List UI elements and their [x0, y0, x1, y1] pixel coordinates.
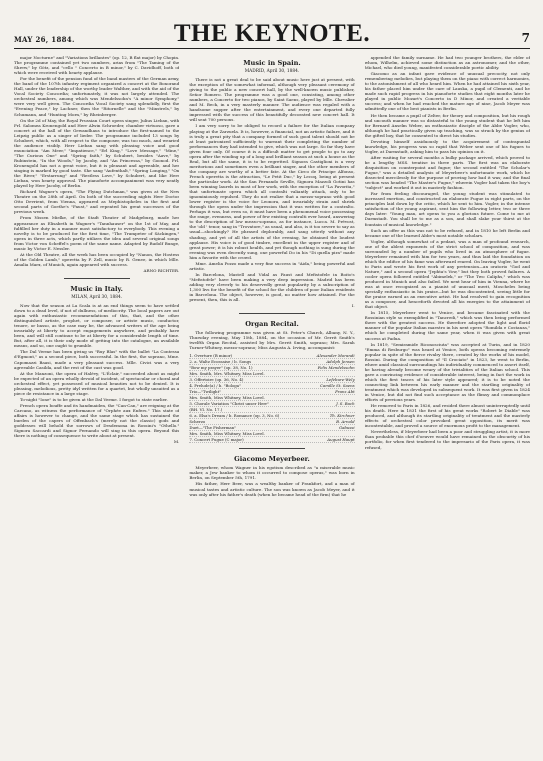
paragraph: At the Manzoni, the opera of Halévy, "L'Éclair," succeeded about as might be expected of an opera wholly devoid of incident, of spectacular or choral and orchestral effect, yet possessed of musical beauties not to be denied. It is pleasing, melodious, pretty idyl written for a quartet, but wholly unsuited as a piece de resistance in a large stage.	[14, 370, 180, 396]
program-composer: Adolph Jensen	[326, 359, 355, 365]
spain-article-body	[189, 77, 354, 302]
paragraph: Such an offer as this was not to be refused, and in 1810 he left Berlin and became one of the learned Abbe's most notable scholars.	[364, 227, 530, 238]
section-divider	[239, 313, 305, 314]
program-composer: Gabussi	[338, 425, 355, 431]
paragraph: In 1815, Meyerbeer went to Venice, and became fascinated with the Rossinian style so exemplified in "Tancredi," which was then being performed there with the greatest success. He therefore adopted the light and florid manner of the popular Italian maestro in his next opera "Romilda e Costanza," which he completed during the same year, when it was given with great success at Padua.	[364, 310, 530, 341]
column-2	[189, 55, 354, 761]
program-piece: Mrs. Smith, Miss Whitney, Miss Lovel.	[189, 431, 265, 437]
paragraph: Far from feeling discouraged, the young student was stimulated to increased exertion, and constructed an elaborate Fugue in eight parts, on the principles laid down by the critic, which he sent to him. Vogler, in the intense satisfaction of the young aspirant, sent him the following letter, two or three days later: "Young man, art opens to you a glorious future. Come to me at Darmstadt. You shall be to me as a son, and shall slake your thirst at the fountain of musical knowledge."	[364, 191, 530, 227]
paragraph: At the Old Theatre, all the week has been occupied by "Nanon, the Hostess of the Golden Lamb," operetta by F. Zell, music by R. Genee, in which Mlle. Amalia Marx, of Munich, again appeared with success.	[14, 251, 180, 267]
signature: ARNO RICHTER.	[143, 267, 180, 273]
section-title-organ-recital: Organ Recital.	[245, 320, 299, 329]
program-composer: Felix Mendelssohn	[317, 365, 355, 371]
signature: M.	[173, 439, 180, 445]
program-composer: Alexander Morandi	[316, 353, 355, 359]
program-composer: Camille St. Saens	[319, 383, 355, 389]
column-1	[14, 55, 179, 761]
program-piece: Mrs. Smith, Mrs. Whitney, Miss Lovel.	[189, 371, 265, 377]
paragraph: To-night "Ione" is to be given at the Dal Verme. I forgot to state earlier.	[20, 396, 168, 402]
paragraph: I am very sorry to be obliged to record a failure for the Italian company playing at the Zarzuela. It is, however, a financial, not an artistic failure, and it is truly a great pity that a company formed of such good talent should not be at least patronized sufficiently to warrant their completing the number of performances they had intended to give, which was not large. So far they have given four only. Of course it is a difficult matter to get people to go to any opera after the winding up of a long and brilliant season at such a house as the Real, but all the same, it is to be regretted. Signora Castiglioni is a very meritorious and sometimes even a brilliant singer, and the other members of the company are worthy of a better fate. At the Circo de Principe Alfonso, French operetta is the attraction, "Le Petit Duc," by Lecoq, being at present the particular work. At the San Fernando Seville, Signora Mazzoli Gotini has been winning laurels in most of her work, with the exception of "La Favorita," that unfortunate opera which all contralti valiantly attack, only to be ignominiously repulsed. They do not realize that a mezzo-soprano with good lower register is the voice for Leonora, and invariably strain and shriek through the opera under the impression that it was written for a contralto. Perhaps it was, but even so, it must have been a phenomenal voice possessing the range, evenness, and power of few existing contralti ever heard, answering to the description of low mezzo-soprano, as for instance, Lucca. M. Prévost, the 'old ' tenor, sang in "Trovatore," as usual, and also, is it too severe to say as usual—shockingly? He phrased deplorably, and sang utterly without any shading, and yet of all the artists of the evening, he obtained the loudest applause. His voice is of good timbre, excellent in the upper register and of great power; it is his robust health, and yet though nothing is sung during the evening was even decently sung, one powerful Do in his "Di quella pira" made him a favorite with the crowd.	[189, 123, 355, 260]
program-piece: 5. Chorale Variation "Christ unser Herr"	[189, 401, 269, 407]
italy-article-body	[14, 303, 179, 438]
paragraph: French opera bouffe and its handmaiden, the "Can-Can," are reigning at the Carcano, as witness the performance of "Orphée aux Enfers." This state of affairs is however to change, and the same stage which has sustained the burden of the capers of Offenbach's (merely not the classic) gods and goddesses will behold the sorrows of Desdemona in Rossini's "Othello." Signora Saccardi and Signor Fernando will sing in this opera. Beyond this there is nothing of consequence to write about at present.	[14, 402, 180, 439]
paragraph: There is not a great deal to be said about music here just at present, with the exception of the somewhat informal, although very pleasant ceremony of giving to the public a new concert hall, by the well-known music publisher, Señor Romero. The programme was a good one, consisting, among other numbers, a Concerto for two pianos, by Saint Saens, played by Mlle. Chevalier and M. Beck, in a very masterly manner. The audience was regaled with a handsome supper after the entertainment, and every one departed fully impressed with the success of this beautifully decorated new concert hall. It will seat 700 persons.	[189, 77, 355, 123]
meyerbeer-article-continued	[365, 55, 530, 450]
paragraph: major Nocturne" and "Variations brillantes" (op. 12, B flat major) by Chopin. The programme contained yet two numbers, arias from "The Taming of the Shrew," by Götz, and "cello " Concerto in B minor," by C. Davidhoff, both of which were received with hearty applause.	[14, 55, 180, 76]
program-piece: 7. Concert Fugue (C major)	[189, 437, 244, 443]
masthead: THE KEYNOTE.	[173, 20, 371, 47]
program-piece: 3. Offertoire (op. 36, No. 4)	[189, 377, 244, 383]
program-composer: B. Arnold	[336, 419, 355, 425]
paragraph: Nevertheless, if Meyerbeer had been a poor and struggling artist, it is more than probable this chef d'oeuvre would have remained in the obscurity of his portfolio, for when first tendered to the impresario of the Paris opera, it was refused,	[364, 429, 530, 450]
program-piece: (BH. VI. No. 17.)	[189, 407, 223, 413]
program-composer: J. S. Bach	[336, 401, 355, 407]
program-piece: Duet—"The Fisherman"	[189, 425, 237, 431]
program-piece: 2. a. Waltz Ecossaise / b. Songs	[189, 359, 252, 365]
program-list	[189, 353, 354, 443]
paragraph: Giacomo as an infant gave evidence of unusual precocity, not only remembering melodies, but playing them on the piano with correct harmonies, to the astonishment of all who heard him. When he had attained his sixth year, his father placed him under the care of Lauska, a pupil of Clementi, and he made such rapid progress in his pianoforte studies that eight months later he played in public Mozart's Concerto in D Minor, and created a veritable success; and when he had reached the mature age of nine, Jacob Meyer was admittedly one of the best pianists in Berlin.	[364, 71, 530, 112]
paragraph: For the benefit of the pension fund of the band masters of the German army, the band of the 107th infantry regiment organized a concert at the Bonorand Hall, under the leadership of the worthy leader Walther, and with the aid of the Vocal Society Concordia; unfortunately, it was not largely attended. The orchestral numbers, among which was Mendelssohn's "A minor Symphony," were very well given. The Concordia Vocal Society sang splendidly, first the "Evening Peace," by Lachner, then the "Ritornelle" and the "Minstrels," by Schumann, and "Hunting Morn," by Rheinberger.	[14, 76, 180, 117]
program-piece: Mrs. Smith, Miss Whitney, Miss Lovel.	[189, 395, 265, 401]
paragraph: The Dal Verme has been giving us "Ruy Blas" with the ballet "La Contessa d'Egmont," as a second piece, both successful. In the first, the soprano, Mme. Capomazzi Baasi, made a very pleasant success. Mlle. Civici was a very agreeable Casilda, and the rest of the cast was good.	[14, 349, 180, 370]
organ-recital-intro: The following programme was given at St. Peter's Church, Albany, N. Y., Thursday evening, May 15th, 1884, on the occasion of Mr. Gerrit Smith's twelfth Organ Recital, assisted by Mrs. Gerrit Smith, soprano; Mrs. Sarah Turner-Whitney, mezzo-soprano; Miss Augusta A. Irving, accompanist:	[189, 330, 355, 351]
article-columns	[14, 49, 530, 761]
program-item	[189, 437, 354, 443]
page-header	[14, 6, 530, 49]
paragraph: Vogler, although somewhat of a pedant, was a man of profound research, one of the ablest exponents of the strict school of composition, and was surrounded by a number of pupils who lived in an atmosphere of fugue. Meyerbeer remained with him for two years, and thus laid the foundation on which the edifice of his fame was afterward reared. On leaving Vogler, he went to Paris and wrote his first work of any pretension—an oratorio "God and Nature," and a second opera "Jephta's Vow," but they both proved failures. A cooler opera followed entitled "Abimelek," or "The Two Caliphs," which was produced in Munich and also failed. We next hear of him in Vienna, where he was at once recognized as a pianist of unusual merit, Moscheles being specially enthusiastic in his praise—but he was discontented, seeing little for the praise earned as an executive artist. He had resolved to gain recognition as a composer, and henceforth devoted all his energies to the attainment of that object.	[364, 238, 530, 310]
paragraph: On the 2d of May, the Royal Prussian Court opera singer, Julius Lieban, with Frl. Salomea Kronengold and Herr Alwin Schroeder, chamber virtuoso, gave a concert at the hall of the Gewandhaus to introduce the first-named to the Leipzig public as a singer of lieder. The programme included 13 songs by Schubert, which, with all respect to the composer, was too much, and wearied the audience visibly. Herr Lieban sang with pleasing voice and good enunciation "Am Meer," "Impatience," "Erl King," "Love Message," "Mine," "The Curious One" and "Spring faith," by Schubert, besides "Aave," by Rubinstein, "In the Woods," by Jacoby, and "An Princessa," by Goonod. Frl. Kronengold has not a great voice, but it is pleasant and agreeable, and her singing is marked by good taste. She sang "Aufenthalt," "Spring Longing," "On the River," "Erstarrung" and "Restless Love," by Schubert, and like Herr Lieban, won hearty approval. The pianoforte accompaniment was very neatly played by Herr Jacoby, of Berlin.	[14, 117, 180, 189]
page-number: 7	[521, 31, 530, 45]
dateline: MILAN, April 30, 1884.	[71, 294, 123, 300]
program-piece: 6. a. Elsa's Dream / b. Romance (op. 3, No. 6)	[189, 413, 280, 419]
signature: I.	[351, 303, 355, 309]
section-divider	[239, 448, 305, 449]
program-piece: Scherzo	[189, 419, 206, 425]
paragraph: Mme. Amelia Pozzo made a very fine success in "Aida," being powerful and artistic.	[189, 260, 355, 271]
issue-date: MAY 26, 1884.	[14, 35, 75, 44]
program-composer: Th. Kirchner	[329, 413, 355, 419]
program-composer: August Haupt	[327, 437, 355, 443]
program-piece: Trio—"Twilight"	[189, 389, 221, 395]
program-composer: Franz Abt	[335, 389, 355, 395]
meyerbeer-article-body	[189, 465, 354, 496]
section-title-giacomo-meyerbeer: Giacomo Meyerbeer.	[234, 455, 310, 464]
program-piece: "Bow my prayer" (op. 38, No. 1)	[189, 365, 253, 371]
program-piece: 1. Overture (B minor)	[189, 353, 233, 359]
paragraph: He then became a pupil of Zelter, for theory and composition, but his rough and uncouth manner was so distasteful to the young student that he left him for Bernard Anselm Weber, an enthusiastic disciple of the Abbe Vogler, who, although he had practically given up teaching, was so struck by the genius of the gifted boy, that he consented to direct his studies.	[364, 112, 530, 138]
section-title-music-in-italy: Music in Italy.	[70, 284, 123, 293]
paragraph: Richard Wagner's opera, "The Flying Dutchman," was given at the New Theatre on the 28th of April. On both of the succeeding nights Herr Doctor Otto Devrient, from Vienna, appeared as Mephistopheles in the first and second parts of Goethe's "Faust," and repeated his great successes of the previous week.	[14, 189, 180, 215]
section-title-music-in-spain: Music in Spain.	[243, 59, 301, 67]
paragraph: His father, Herr Beer, was a wealthy banker of Frankfort, and a man of musical tastes and artistic culture. The son was known as Jacob Meyer, and it was only after his father's death (when he became head of the firm) that he	[189, 481, 355, 497]
section-divider	[64, 278, 130, 279]
paragraph: In 1819, "Semiramide Riconosciuta" was accepted at Turin, and in 1820 "Emma di Resburgo" was heard at Venice, both operas becoming extremely popular in spite of the fierce rivalry there, created by the works of his model, Rossini. During the composition of "Il Crociato" in 1823, he went to Berlin, where amid classical surroundings his individuality commenced to assert itself, he having already become weary of the trivialities of the Italian school. This gave a convincing evidence of considerable interest, being in fact the work in which the first traces of his later style appeared; it is to be noted the connecting link between his early manner and the startling originality of treatment which was developed in subsequent work. It was first given in 1824 in Venice, but did not find such acceptance as the flimsy and commonplace efforts of previous years.	[364, 341, 530, 403]
paragraph: Now that the season at La Scala is at an end things seem to have settled down to a dead level, if not of dullness, of mediocrity. The local papers are out again with enthusiastic recommendations of this, that, and the other distinguished artiste, prophet, or composer, or artiste music, conductor, tenore, or basso, as the case may be, the advanced writers of the age being invariably at liberty to accept engagements anywhere, and probably have been, and will still continue to be at liberty for a considerable length of time. But, after all, it is their only mode of getting into the catalogue, an available means, and so, one ought to grumble.	[14, 303, 180, 349]
paragraph: Meyerbeer, whom Wagner in his egotism described as "a miserable music maker, a Jew banker to whom it occurred to compose operas," was born in Berlin, on September 5th, 1791.	[189, 465, 355, 481]
dateline: MADRID, April 30, 1884.	[244, 69, 300, 74]
paragraph: appended the family surname. He had two younger brothers, the elder of whom, Wilhelm, achieved some distinction as an astronomer, and the other, Michael, who died young, manifested considerable poetic ability.	[364, 55, 530, 71]
program-composer: Lefebure-Wely	[326, 377, 355, 383]
paragraph: After waiting for several months a bulky package arrived, which proved to be a lengthy MSS. treatise in three parts. The first was an elaborate disquisition on counterpoint and fugue; the second entitled "The Scholar's Fugue," was a detailed analysis of Meyerbeer's unfortunate work, which he dissected mercilessly for the purpose of proving how bad it was; and the final section was headed "The Master's Fugue," wherein Vogler had taken the boy's "subject" and worked it out in masterly fashion.	[364, 154, 530, 191]
program-piece: 4. Prelude(a) / b. "Bologa"	[189, 383, 241, 389]
paragraph: In Barcelona, Mastell and Vidal as Faust and Mefistofele in Boito's "Mefistofele" have been making a very deep impression. Madrid has been adding very cleverly to his deservedly great popularity by a subscription of 1,300 livs for the benefit of the school for the children of poor Italian residents in Barcelona. The object, however, is good, no matter how attained. For the present, then, this is all.	[189, 271, 355, 303]
paragraph: Devoting himself assiduously to the acquirement of contrapuntal knowledge, his progress was so rapid that Weber sent one of his fugues to Vogler, at Darmstadt, asking him to pass his opinion on it.	[364, 138, 530, 154]
column-3	[365, 55, 530, 761]
paragraph: He removed to Paris in 1826, and resided there almost uninterruptedly until his death. Here in 1831 the first of his great works "Robert le Diable" was produced, and although its startling originality of treatment and the masterly effects of orchestral color provoked great opposition, its merit was incontestable, and proved a source of enormous profit to the management.	[364, 403, 530, 429]
berlin-letter-continued	[14, 55, 179, 267]
paragraph: From Nissen Mielke, of the Stadt Theater of Madgeburg, made her appearance as Elisabeth in Wagner's "Tannhauser" on the 1st of May, and fulfilled her duty in a manner most satisfactory to everybody. This evening a novelty is to be produced for the first time, "The Trumpeter of Säckingen," opera in three acts, which partly utilizes the idea and several original songs from Victor von Scheffel's poem of the same name. Adapted by Rudolf Bunge, music by Victor E. Nessler.	[14, 215, 180, 251]
